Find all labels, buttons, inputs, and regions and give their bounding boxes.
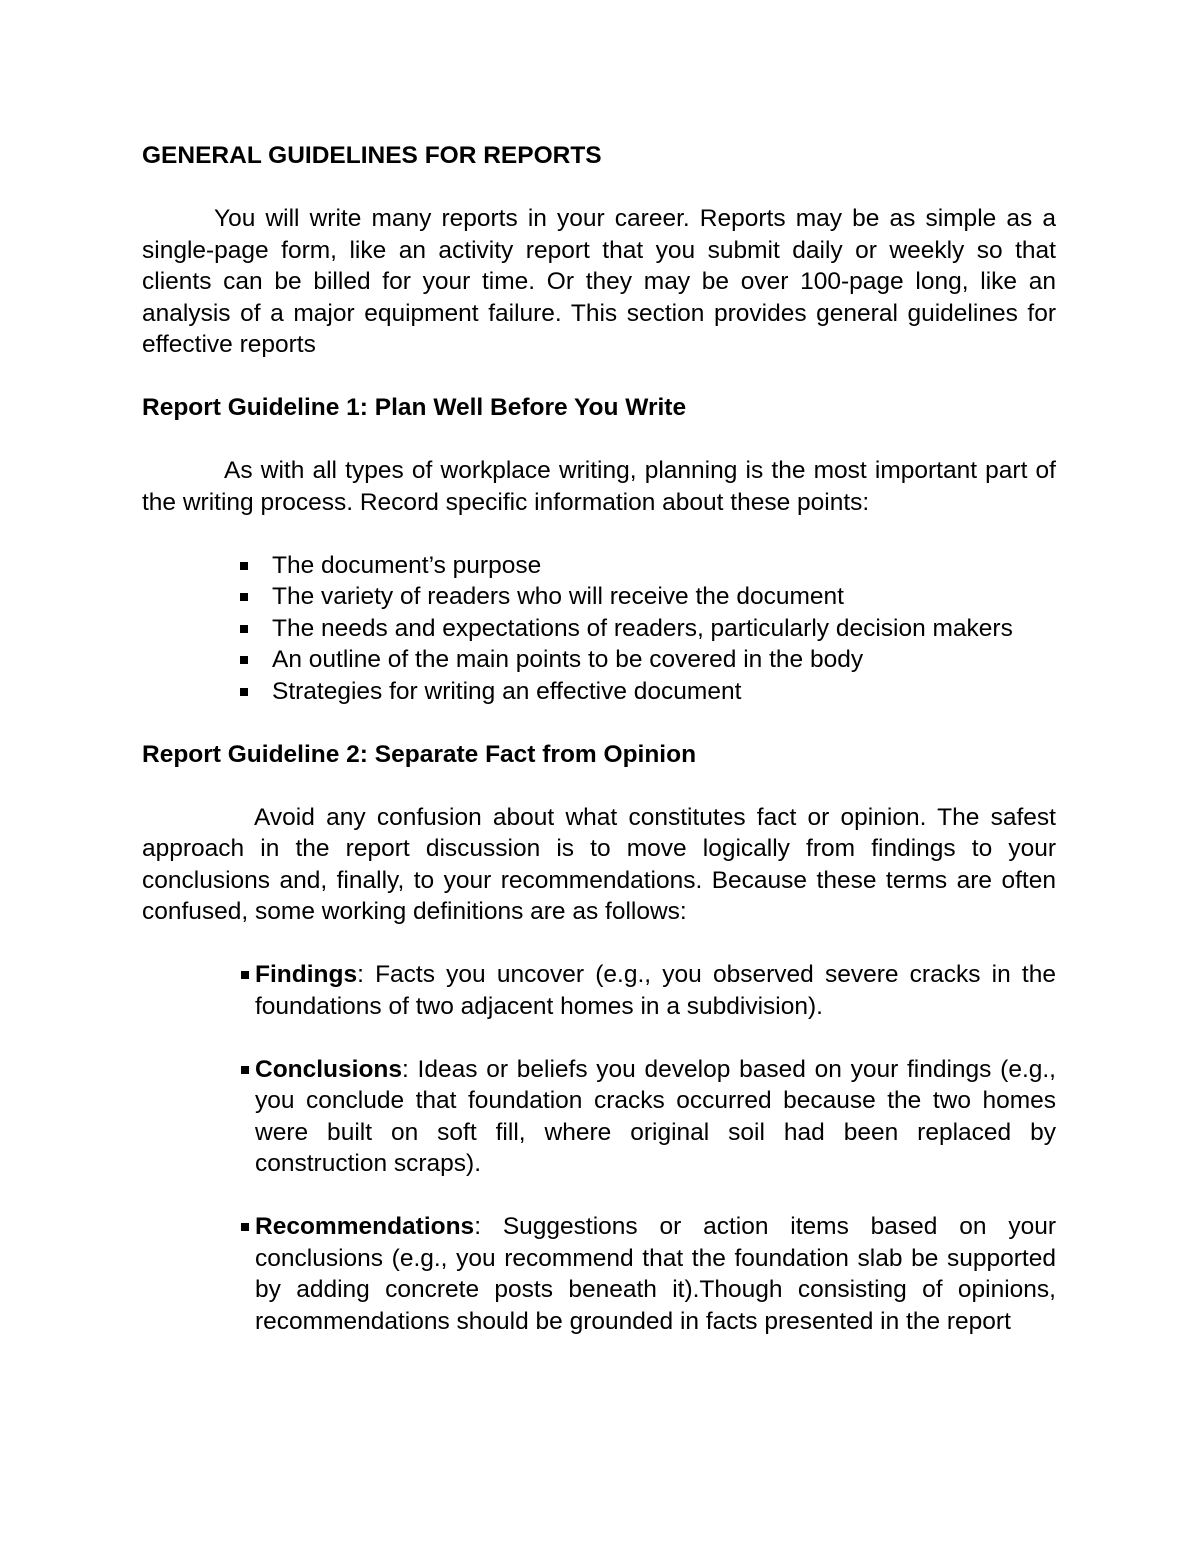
list-item: [272, 613, 1056, 645]
document-title: GENERAL GUIDELINES FOR REPORTS: [142, 142, 602, 169]
guideline-2-heading: Report Guideline 2: Separate Fact from Opinion: [142, 740, 697, 768]
document-body: [142, 140, 1056, 1369]
square-bullet-icon: [240, 625, 248, 633]
list-item: [272, 581, 1056, 613]
list-item-text: Strategies for writing an effective document: [272, 677, 742, 705]
square-bullet-icon: [240, 562, 248, 570]
planning-points-list: [142, 550, 1056, 708]
guideline-2-paragraph: Avoid any confusion about what constitutes fact or opinion. The safest approach in the report discussion is to move logically from findings to your conclusions and, finally, to your recommendations. Because these terms are often confused, some working definitions are as follows:: [142, 803, 1056, 925]
list-item-text: An outline of the main points to be covered in the body: [272, 646, 864, 673]
guideline-1-paragraph: As with all types of workplace writing, planning is the most important part of the writing process. Record specific information about these points:: [142, 457, 1056, 516]
definitions-list: [142, 959, 1056, 1337]
square-bullet-icon: [241, 1066, 249, 1074]
square-bullet-icon: [240, 688, 248, 696]
list-item: [272, 676, 1056, 708]
list-item: [272, 644, 1056, 676]
intro-paragraph: You will write many reports in your career. Reports may be as simple as a single-page form, like an activity report that you submit daily or weekly so that clients can be billed for your time. Or they may be over 100-page long, like an analysis of a major equipment failure. This section provides general guidelines for effective reports: [142, 205, 1056, 358]
definition-term: Recommendations: [255, 1213, 475, 1240]
definition-findings: [255, 959, 1056, 1022]
square-bullet-icon: [240, 656, 248, 664]
square-bullet-icon: [241, 1223, 249, 1231]
definition-term: Conclusions: [255, 1055, 403, 1083]
definition-recommendations: [255, 1211, 1056, 1337]
list-item-text: The needs and expectations of readers, particularly decision makers: [272, 614, 1013, 642]
list-item: [272, 550, 1056, 582]
guideline-1-heading: Report Guideline 1: Plan Well Before You Write: [142, 394, 687, 421]
definition-text: : Facts you uncover (e.g., you observed severe cracks in the foundations of two adjacent homes in a subdivision).: [255, 961, 1056, 1020]
square-bullet-icon: [240, 593, 248, 601]
definition-conclusions: [255, 1054, 1056, 1180]
list-item-text: The variety of readers who will receive the document: [272, 583, 844, 610]
square-bullet-icon: [241, 971, 249, 979]
definition-text: : Ideas or beliefs you develop based on your findings (e.g., you conclude that foundation cracks occurred because the two homes were built on soft fill, where original soil had been replaced by construction scraps).: [255, 1055, 1056, 1177]
definition-term: Findings: [255, 961, 358, 988]
definition-text: : Suggestions or action items based on your conclusions (e.g., you recommend that the foundation slab be supported by adding concrete posts beneath it).Though consisting of opinions, recommendations should be grounded in facts presented in the report: [255, 1213, 1056, 1335]
list-item-text: The document’s purpose: [272, 551, 542, 579]
